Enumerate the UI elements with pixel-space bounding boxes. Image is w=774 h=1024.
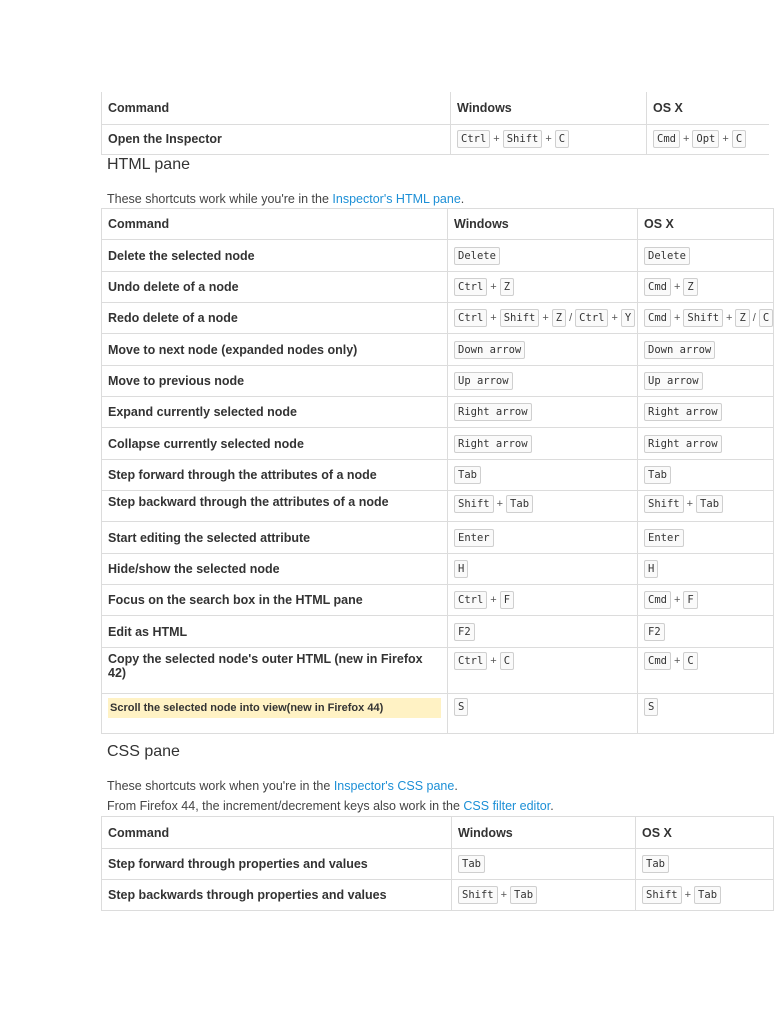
osx-shortcut-cell [638,397,774,428]
keyboard-key: Right arrow [644,403,722,421]
osx-shortcut-cell [638,694,774,734]
keyboard-key: S [454,698,468,716]
table-row [102,880,774,911]
keyboard-key: Y [621,309,635,327]
command-cell [102,522,448,554]
inspector-html-pane-link[interactable]: Inspector's HTML pane [332,192,461,206]
keyboard-key: Ctrl [454,278,487,296]
command-text: Step forward through properties and values [108,857,368,871]
keyboard-key: Shift [458,886,498,904]
css-pane-description-2 [107,799,554,813]
plus-separator: + [673,594,681,606]
plus-separator: + [673,655,681,667]
keyboard-key: Z [500,278,514,296]
plus-separator: + [490,312,497,324]
command-cell [102,460,448,491]
windows-shortcut-cell [448,648,638,694]
command-text: Start editing the selected attribute [108,530,311,545]
keyboard-key: Shift [642,886,682,904]
keyboard-key: Ctrl [457,130,490,148]
keyboard-key: Right arrow [454,435,532,453]
css-pane-heading [107,743,180,761]
keyboard-key: Right arrow [644,435,722,453]
column-header-osx: OS X [636,817,774,849]
windows-shortcut-cell [448,554,638,585]
plus-separator: + [545,133,552,145]
osx-shortcut-cell [638,366,774,397]
command-text: Edit as HTML [108,624,188,639]
command-text: Undo delete of a node [108,280,239,294]
keyboard-key: Shift [683,309,723,327]
keyboard-key: C [732,130,746,148]
keyboard-key: Z [552,309,566,327]
table-row [102,554,774,585]
osx-shortcut-cell [638,491,774,522]
command-text: Step forward through the attributes of a node [108,468,377,482]
keyboard-key: Cmd [644,591,671,609]
windows-shortcut-cell [448,491,638,522]
html-pane-desc-text: These shortcuts work while you're in the [107,192,333,206]
keyboard-key: Tab [506,495,533,513]
keyboard-key: Z [683,278,697,296]
column-header-windows: Windows [451,92,647,124]
plus-separator: + [673,312,681,324]
osx-shortcut-cell [638,585,774,616]
keyboard-key: Shift [644,495,684,513]
keyboard-key: C [759,309,773,327]
command-cell [102,880,452,911]
column-header-osx: OS X [638,209,774,240]
plus-separator: + [684,889,692,901]
keyboard-key: H [644,560,658,578]
table-row [102,585,774,616]
windows-shortcut-cell [448,522,638,554]
table-row [102,648,774,694]
table-row [102,694,774,734]
osx-shortcut-cell [647,124,769,154]
plus-separator: + [500,889,508,901]
table-row [102,428,774,460]
command-text: Move to previous node [108,374,245,388]
html-pane-title: HTML pane [107,156,190,173]
column-header-osx: OS X [647,92,769,124]
css-pane-desc1-end: . [454,779,458,793]
keyboard-key: Ctrl [454,591,487,609]
css-filter-editor-link[interactable]: CSS filter editor [463,799,551,813]
windows-shortcut-cell [448,585,638,616]
command-cell [102,428,448,460]
plus-separator: + [611,312,618,324]
command-text: Open the Inspector [108,132,222,146]
windows-shortcut-cell [448,272,638,303]
table-row [102,460,774,491]
keyboard-key: F [683,591,697,609]
keyboard-key: Up arrow [454,372,513,390]
table-row [102,849,774,880]
keyboard-key: Enter [454,529,494,547]
keyboard-key: Cmd [644,652,671,670]
css-pane-shortcuts-table [101,816,774,911]
osx-shortcut-cell [636,849,774,880]
osx-shortcut-cell [636,880,774,911]
keyboard-key: Tab [696,495,723,513]
osx-shortcut-cell [638,460,774,491]
table-row [102,522,774,554]
html-pane-heading [107,156,190,174]
osx-shortcut-cell [638,428,774,460]
plus-separator: + [726,312,733,324]
plus-separator: + [490,655,497,667]
command-cell [102,648,448,694]
windows-shortcut-cell [452,880,636,911]
osx-shortcut-cell [638,334,774,366]
plus-separator: + [493,133,500,145]
windows-shortcut-cell [448,460,638,491]
plus-separator: + [682,133,690,145]
command-text: Delete the selected node [108,248,255,263]
table-row [102,397,774,428]
command-text: Expand currently selected node [108,405,297,419]
command-text: Step backwards through properties and values [108,888,387,902]
column-header-windows: Windows [452,817,636,849]
plus-separator: + [722,133,729,145]
table-row [102,334,774,366]
osx-shortcut-cell [638,522,774,554]
plus-separator: + [686,498,694,510]
windows-shortcut-cell [451,124,647,154]
keyboard-key: Cmd [644,309,671,327]
keyboard-key: Shift [503,130,543,148]
css-pane-desc1-text: These shortcuts work when you're in the [107,779,334,793]
osx-shortcut-cell [638,616,774,648]
keyboard-key: Shift [454,495,494,513]
column-header-command: Command [102,209,448,240]
keyboard-key: Ctrl [454,652,487,670]
windows-shortcut-cell [448,303,638,334]
table-row [102,491,774,522]
column-header-command: Command [102,817,452,849]
keyboard-key: F2 [644,623,665,641]
command-text: Collapse currently selected node [108,436,304,451]
keyboard-key: Right arrow [454,403,532,421]
keyboard-key: Up arrow [644,372,703,390]
table-row [102,272,774,303]
keyboard-key: Z [735,309,749,327]
html-table-body [102,240,774,734]
css-pane-desc2-end: . [550,799,554,813]
keyboard-key: Delete [644,247,690,265]
plus-separator: + [496,498,504,510]
keyboard-key: C [500,652,514,670]
html-pane-description [107,192,464,206]
keyboard-key: Tab [694,886,721,904]
command-text: Focus on the search box in the HTML pane [108,593,363,607]
column-header-command: Command [102,92,451,124]
slash-separator: / [752,312,756,324]
command-cell [102,303,448,334]
table-row [102,240,774,272]
command-cell [102,491,448,522]
keyboard-key: S [644,698,658,716]
table-row [102,616,774,648]
css-pane-title: CSS pane [107,743,180,760]
keyboard-key: Ctrl [454,309,487,327]
html-pane-desc-end: . [460,192,465,206]
inspector-shortcuts-table [101,92,769,155]
windows-shortcut-cell [448,397,638,428]
inspector-table-body [102,124,769,154]
command-text: Copy the selected node's outer HTML (new in Firefox 42) [108,652,423,680]
keyboard-key: F2 [454,623,475,641]
command-cell [102,366,448,397]
command-cell [102,397,448,428]
command-text: Hide/show the selected node [108,562,280,576]
osx-shortcut-cell [638,240,774,272]
keyboard-key: Down arrow [454,341,525,359]
keyboard-key: C [555,130,569,148]
windows-shortcut-cell [448,616,638,648]
keyboard-key: H [454,560,468,578]
osx-shortcut-cell [638,272,774,303]
keyboard-key: Enter [644,529,684,547]
plus-separator: + [542,312,549,324]
css-pane-desc2-text: From Firefox 44, the increment/decrement keys also work in the [107,799,464,813]
command-text: Scroll the selected node into view(new in Firefox 44) [108,698,441,718]
table-row [102,366,774,397]
windows-shortcut-cell [448,366,638,397]
windows-shortcut-cell [448,428,638,460]
keyboard-key: Delete [454,247,500,265]
css-table-body [102,849,774,911]
keyboard-key: Ctrl [575,309,608,327]
windows-shortcut-cell [448,694,638,734]
slash-separator: / [569,312,573,324]
plus-separator: + [490,594,497,606]
osx-shortcut-cell [638,648,774,694]
table-row [102,303,774,334]
command-text: Redo delete of a node [108,311,238,325]
command-cell [102,694,448,734]
plus-separator: + [673,281,681,293]
command-cell [102,240,448,272]
command-text: Step backward through the attributes of a node [108,495,389,509]
inspector-css-pane-link[interactable]: Inspector's CSS pane [333,779,455,793]
keyboard-key: Tab [454,466,481,484]
command-cell [102,616,448,648]
keyboard-key: Tab [644,466,671,484]
css-pane-description-1 [107,779,458,793]
keyboard-key: Shift [500,309,540,327]
windows-shortcut-cell [448,240,638,272]
keyboard-key: Opt [692,130,719,148]
command-cell [102,272,448,303]
keyboard-key: C [683,652,697,670]
osx-shortcut-cell [638,554,774,585]
windows-shortcut-cell [452,849,636,880]
command-cell [102,585,448,616]
keyboard-key: Cmd [644,278,671,296]
keyboard-key: Down arrow [644,341,715,359]
command-cell [102,334,448,366]
keyboard-key: Tab [642,855,669,873]
keyboard-key: Tab [510,886,537,904]
keyboard-key: Cmd [653,130,680,148]
osx-shortcut-cell [638,303,774,334]
table-row [102,124,769,154]
keyboard-key: F [500,591,514,609]
command-cell [102,124,451,154]
command-cell [102,849,452,880]
windows-shortcut-cell [448,334,638,366]
plus-separator: + [490,281,497,293]
command-cell [102,554,448,585]
html-pane-shortcuts-table [101,208,774,734]
keyboard-key: Tab [458,855,485,873]
command-text: Move to next node (expanded nodes only) [108,342,358,357]
column-header-windows: Windows [448,209,638,240]
